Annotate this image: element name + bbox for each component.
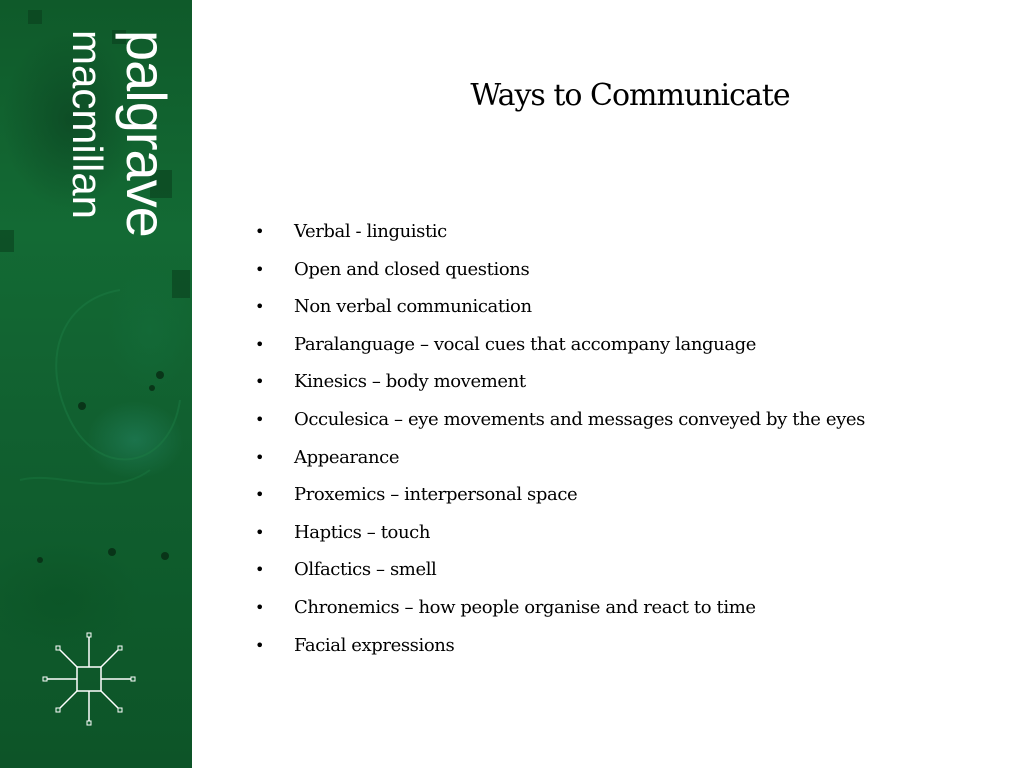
bullet-dot: •: [255, 259, 265, 279]
bullet-text: Olfactics – smell: [294, 559, 437, 581]
bullet-dot: •: [255, 409, 265, 429]
bullet-text: Non verbal communication: [294, 296, 532, 318]
bullet-item: [255, 517, 865, 555]
brand-sidebar: [0, 0, 192, 768]
bullet-text: Chronemics – how people organise and react to time: [294, 596, 756, 618]
bullet-dot: •: [255, 635, 265, 655]
bullet-item: [255, 442, 865, 480]
bullet-item: [255, 554, 865, 592]
bullet-text: Kinesics – body movement: [294, 371, 526, 393]
bullet-dot: •: [255, 485, 265, 505]
bullet-item: [255, 291, 865, 329]
brand-macmillan: macmillan: [64, 30, 111, 220]
bullet-item: [255, 630, 865, 668]
bullet-item: [255, 366, 865, 404]
slide-title: Ways to Communicate: [470, 78, 790, 113]
bullet-text: Proxemics – interpersonal space: [294, 484, 578, 506]
bullet-dot: •: [255, 522, 265, 542]
bullet-item: [255, 404, 865, 442]
brand-logo-text: [36, 30, 178, 266]
bullet-dot: •: [255, 597, 265, 617]
bullet-text: Occulesica – eye movements and messages conveyed by the eyes: [294, 408, 865, 430]
bullet-text: Haptics – touch: [294, 521, 431, 543]
bullet-item: [255, 216, 865, 254]
bullet-item: [255, 479, 865, 517]
bullet-text: Appearance: [294, 446, 400, 468]
bullet-dot: •: [255, 372, 265, 392]
bullet-dot: •: [255, 334, 265, 354]
bullet-dot: •: [255, 560, 265, 580]
bullet-dot: •: [255, 297, 265, 317]
bullet-text: Verbal - linguistic: [294, 221, 447, 242]
network-logo-icon: [42, 632, 136, 726]
bullet-item: [255, 329, 865, 367]
bullet-list: [255, 216, 865, 667]
bullet-text: Open and closed questions: [294, 258, 530, 280]
bullet-text: Paralanguage – vocal cues that accompany language: [294, 333, 757, 355]
brand-palgrave: palgrave: [115, 30, 178, 237]
bullet-item: [255, 592, 865, 630]
bullet-item: [255, 254, 865, 292]
bullet-text: Facial expressions: [294, 634, 455, 656]
bullet-dot: •: [255, 447, 265, 467]
bullet-dot: •: [255, 222, 265, 241]
